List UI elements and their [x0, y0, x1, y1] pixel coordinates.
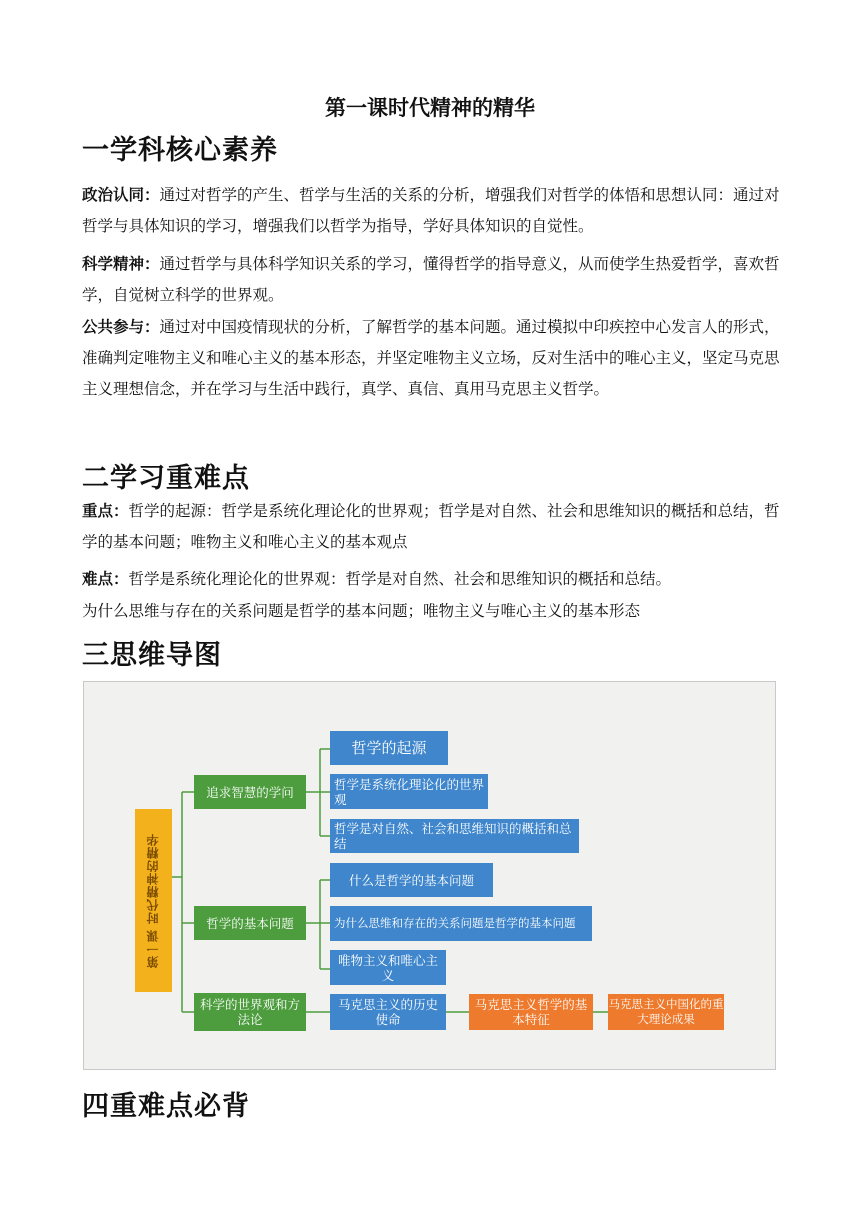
- mind-map-leaf: 哲学是系统化理论化的世界观: [330, 774, 488, 809]
- paragraph-public-participation: [82, 312, 782, 405]
- mind-map-leaf: 哲学是对自然、社会和思维知识的概括和总结: [330, 819, 579, 853]
- paragraph-difficult-extra: 为什么思维与存在的关系问题是哲学的基本问题；唯物主义与唯心主义的基本形态: [82, 602, 641, 620]
- document-title: 第一课时代精神的精华: [325, 96, 535, 120]
- paragraph-label: 重点：: [82, 502, 129, 520]
- mind-map-leaf: 唯物主义和唯心主义: [330, 950, 446, 985]
- paragraph-label: 难点：: [82, 570, 129, 588]
- paragraph-difficult-points: [82, 564, 782, 595]
- mind-map-leaf: 为什么思维和存在的关系问题是哲学的基本问题: [330, 906, 592, 941]
- mind-map-leaf: 什么是哲学的基本问题: [330, 863, 493, 897]
- paragraph-political-identity: [82, 180, 782, 242]
- mind-map-leaf: 哲学的起源: [330, 731, 448, 765]
- paragraph-text: 哲学是系统化理论化的世界观：哲学是对自然、社会和思维知识的概括和总结。: [128, 570, 672, 588]
- paragraph-text: 通过对哲学的产生、哲学与生活的关系的分析，增强我们对哲学的体悟和思想认同：通过对哲学与具体知识的学习，增强我们以哲学为指导，学好具体知识的自觉性。: [82, 186, 780, 235]
- paragraph-key-points: [82, 496, 782, 558]
- paragraph-text: 通过对中国疫情现状的分析，了解哲学的基本问题。通过模拟中印疾控中心发言人的形式，准确判定唯物主义和唯心主义的基本形态，并坚定唯物主义立场，反对生活中的唯心主义，坚定马克思主义理想信念，并在学习与生活中践行，真学、真信、真用马克思主义哲学。: [82, 318, 780, 398]
- paragraph-scientific-spirit: [82, 249, 782, 311]
- section-heading-core-literacy: 一学科核心素养: [82, 135, 278, 166]
- mind-map: [83, 681, 776, 1070]
- paragraph-label: 公共参与：: [82, 318, 160, 336]
- section-heading-key-difficult-points: 二学习重难点: [82, 463, 250, 494]
- mind-map-branch: 科学的世界观和方法论: [194, 993, 306, 1031]
- section-heading-mind-map: 三思维导图: [82, 640, 222, 671]
- mind-map-branch: 哲学的基本问题: [194, 906, 306, 940]
- mind-map-root: 第一课 时代精神的精华: [135, 809, 172, 992]
- mind-map-chain-node: 马克思主义哲学的基本特征: [469, 994, 593, 1030]
- paragraph-label: 科学精神：: [82, 255, 160, 273]
- mind-map-chain-node: 马克思主义中国化的重大理论成果: [608, 994, 724, 1030]
- section-heading-must-memorize: 四重难点必背: [82, 1091, 250, 1122]
- paragraph-label: 政治认同：: [82, 186, 160, 204]
- paragraph-text: 哲学的起源：哲学是系统化理论化的世界观；哲学是对自然、社会和思维知识的概括和总结，哲学的基本问题；唯物主义和唯心主义的基本观点: [82, 502, 780, 551]
- paragraph-text: 通过哲学与具体科学知识关系的学习，懂得哲学的指导意义，从而使学生热爱哲学，喜欢哲学，自觉树立科学的世界观。: [82, 255, 780, 304]
- mind-map-leaf: 马克思主义的历史使命: [330, 994, 446, 1030]
- mind-map-branch: 追求智慧的学问: [194, 775, 306, 809]
